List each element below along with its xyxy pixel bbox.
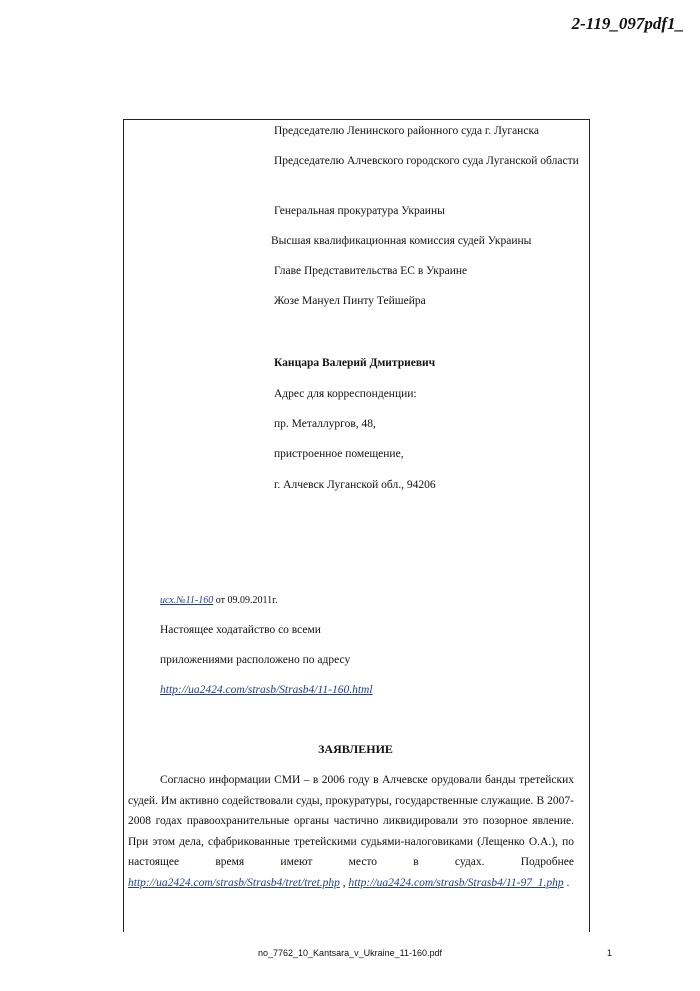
strasb-link[interactable]: http://ua2424.com/strasb/Strasb4/11-97_1.php (348, 876, 564, 889)
recipient-2: Председателю Алчевского городского суда Луганской области (274, 155, 579, 167)
footer-filename: no_7762_10_Kantsara_v_Ukraine_11-160.pdf (258, 948, 442, 958)
address-line-1: пр. Металлургов, 48, (274, 418, 376, 430)
document-url-line (160, 682, 373, 698)
document-url-link[interactable]: http://ua2424.com/strasb/Strasb4/11-160.html (160, 684, 373, 696)
statement-text: Согласно информации СМИ – в 2006 году в Алчевске орудовали банды третейских судей. Им активно содействовали суды, прокуратуры, государственные служащие. В 2007-2008 годах правоохранительные органы частично ликвидировали это позорное явление. При этом дела, сфабрикованные третейскими судьями-налоговиками (Лещенко О.А.), по настоящее время имеют место в судах. Подробнее (128, 774, 574, 868)
recipient-4: Высшая квалификационная комиссия судей Украины (271, 235, 532, 247)
footer-page-number: 1 (607, 948, 613, 958)
tret-link[interactable]: http://ua2424.com/strasb/Strasb4/tret/tret.php (128, 876, 340, 889)
recipient-3: Генеральная прокуратура Украины (274, 205, 445, 217)
statement-title: ЗАЯВЛЕНИЕ (318, 742, 393, 756)
outgoing-reference (160, 593, 278, 609)
address-label: Адрес для корреспонденции: (274, 388, 417, 400)
address-line-3: г. Алчевск Луганской обл., 94206 (274, 479, 436, 491)
reference-date: от 09.09.2011г. (215, 595, 278, 606)
statement-body (128, 770, 574, 893)
statement-end: . (563, 876, 570, 889)
recipient-1: Председателю Ленинского районного суда г. Луганска (274, 125, 539, 137)
note-line-2: приложениями расположено по адресу (160, 654, 351, 666)
note-line-1: Настоящее ходатайство со всеми (160, 624, 321, 636)
document-id: 2-119_097pdf1_ (571, 14, 684, 33)
sender-name: Канцара Валерий Дмитриевич (274, 357, 436, 369)
link-separator: , (339, 876, 349, 889)
outgoing-number-link[interactable]: исх.№11-160 (160, 595, 214, 606)
recipient-6: Жозе Мануел Пинту Тейшейра (274, 295, 426, 307)
address-line-2: пристроенное помещение, (274, 448, 404, 460)
recipient-5: Главе Представительства ЕС в Украине (274, 265, 468, 277)
